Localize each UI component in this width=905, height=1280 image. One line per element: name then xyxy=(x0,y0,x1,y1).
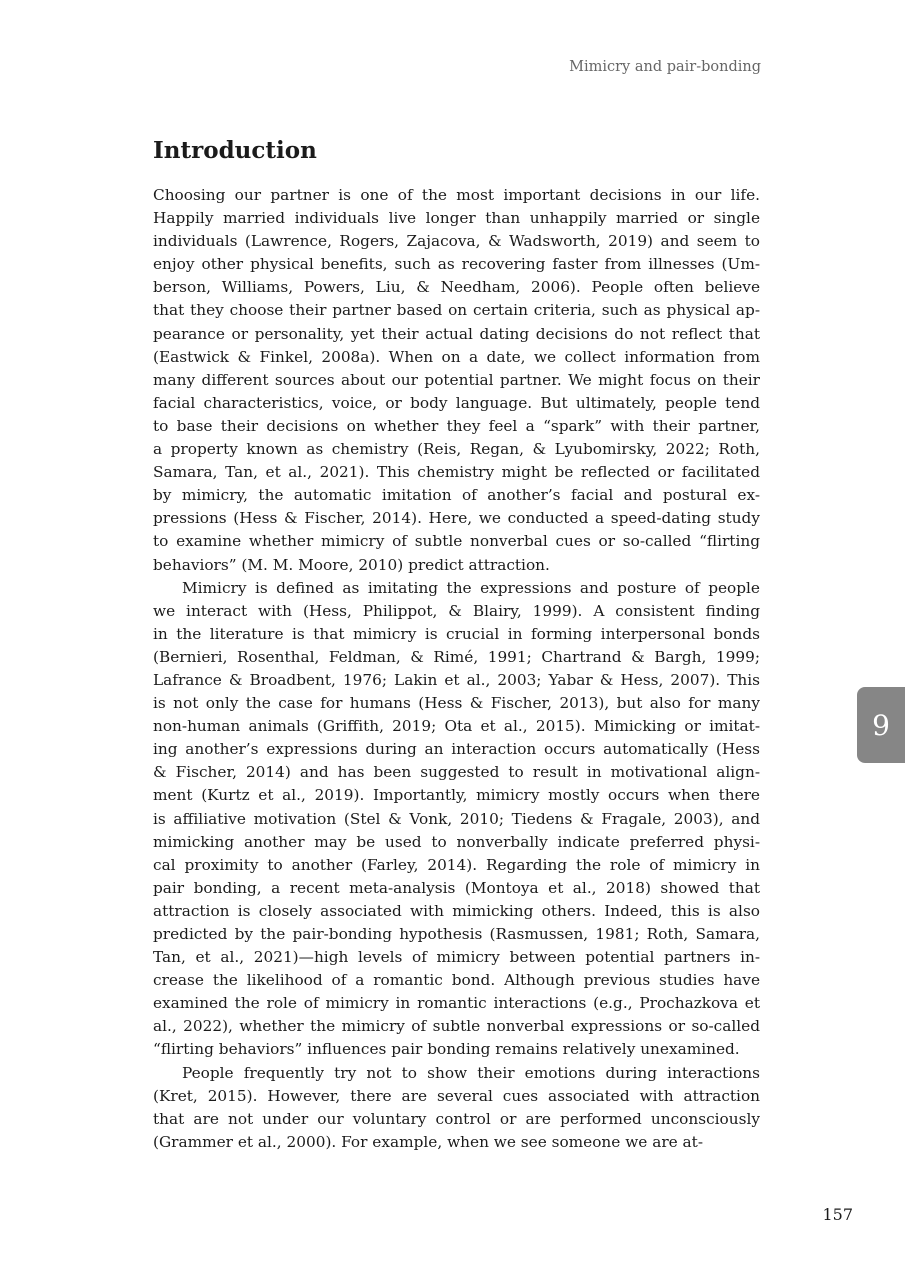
text-line: ment (Kurtz et al., 2019). Importantly, mimicry mostly occurs when there xyxy=(153,786,760,805)
text-line: Samara, Tan, et al., 2021). This chemistry might be reflected or facilitated xyxy=(153,463,760,482)
text-line: attraction is closely associated with mimicking others. Indeed, this is also xyxy=(153,901,760,920)
text-line: that are not under our voluntary control or are performed unconsciously xyxy=(153,1109,760,1128)
text-line: we interact with (Hess, Philippot, & Blairy, 1999). A consistent finding xyxy=(153,601,760,620)
body-text xyxy=(153,184,760,1154)
text-line: predicted by the pair-bonding hypothesis (Rasmussen, 1981; Roth, Samara, xyxy=(153,925,760,943)
text-line: ing another’s expressions during an interaction occurs automatically (Hess xyxy=(153,740,760,759)
text-line: behaviors” (M. M. Moore, 2010) predict attraction. xyxy=(153,555,550,574)
paragraph xyxy=(153,184,760,577)
text-line: pressions (Hess & Fischer, 2014). Here, we conducted a speed-dating study xyxy=(153,509,760,528)
text-line: Happily married individuals live longer than unhappily married or single xyxy=(153,209,760,228)
page-number: 157 xyxy=(822,1205,853,1224)
text-line: non-human animals (Griffith, 2019; Ota et al., 2015). Mimicking or imitat- xyxy=(153,717,760,736)
text-line: berson, Williams, Powers, Liu, & Needham, 2006). People often believe xyxy=(153,278,760,297)
text-line: individuals (Lawrence, Rogers, Zajacova, & Wadsworth, 2019) and seem to xyxy=(153,232,760,251)
text-line: “flirting behaviors” influences pair bonding remains relatively unexamined. xyxy=(153,1040,740,1059)
text-line: in the literature is that mimicry is crucial in forming interpersonal bonds xyxy=(153,624,760,643)
text-line: al., 2022), whether the mimicry of subtle nonverbal expressions or so-called xyxy=(153,1017,760,1036)
text-line: facial characteristics, voice, or body language. But ultimately, people tend xyxy=(153,393,760,412)
text-line: a property known as chemistry (Reis, Regan, & Lyubomirsky, 2022; Roth, xyxy=(153,440,760,459)
text-line: to base their decisions on whether they feel a “spark” with their partner, xyxy=(153,416,760,435)
paragraph xyxy=(153,1062,760,1154)
text-line: (Bernieri, Rosenthal, Feldman, & Rimé, 1991; Chartrand & Bargh, 1999; xyxy=(153,647,760,666)
text-line: by mimicry, the automatic imitation of another’s facial and postural ex- xyxy=(153,486,760,505)
text-line: that they choose their partner based on certain criteria, such as physical ap- xyxy=(153,301,760,320)
text-line: People frequently try not to show their emotions during interactions xyxy=(182,1063,760,1082)
text-line: (Eastwick & Finkel, 2008a). When on a date, we collect information from xyxy=(153,347,760,366)
text-line: to examine whether mimicry of subtle nonverbal cues or so-called “flirting xyxy=(153,532,760,551)
chapter-number: 9 xyxy=(872,708,890,742)
text-line: (Kret, 2015). However, there are several cues associated with attraction xyxy=(153,1086,760,1105)
section-heading: Introduction xyxy=(153,137,317,164)
running-header: Mimicry and pair-bonding xyxy=(569,59,761,75)
text-line: & Fischer, 2014) and has been suggested to result in motivational align- xyxy=(153,763,760,782)
text-line: many different sources about our potential partner. We might focus on their xyxy=(153,370,760,389)
text-line: mimicking another may be used to nonverbally indicate preferred physi- xyxy=(153,832,760,851)
text-line: (Grammer et al., 2000). For example, when we see someone we are at- xyxy=(153,1132,703,1151)
text-line: Tan, et al., 2021)—high levels of mimicry between potential partners in- xyxy=(153,948,760,967)
text-line: is not only the case for humans (Hess & Fischer, 2013), but also for many xyxy=(153,694,760,713)
text-line: enjoy other physical benefits, such as recovering faster from illnesses (Um- xyxy=(153,255,760,274)
text-line: is affiliative motivation (Stel & Vonk, 2010; Tiedens & Fragale, 2003), and xyxy=(153,809,760,828)
text-line: pearance or personality, yet their actual dating decisions do not reflect that xyxy=(153,324,760,343)
text-line: crease the likelihood of a romantic bond. Although previous studies have xyxy=(153,971,760,990)
text-line: Choosing our partner is one of the most important decisions in our life. xyxy=(153,186,760,204)
chapter-tab xyxy=(857,687,905,763)
text-line: cal proximity to another (Farley, 2014). Regarding the role of mimicry in xyxy=(153,855,760,874)
paragraph xyxy=(153,577,760,1062)
text-line: Mimicry is defined as imitating the expressions and posture of people xyxy=(182,578,760,597)
text-line: pair bonding, a recent meta-analysis (Montoya et al., 2018) showed that xyxy=(153,878,760,897)
text-line: Lafrance & Broadbent, 1976; Lakin et al., 2003; Yabar & Hess, 2007). This xyxy=(153,670,760,689)
text-line: examined the role of mimicry in romantic interactions (e.g., Prochazkova et xyxy=(153,994,760,1013)
